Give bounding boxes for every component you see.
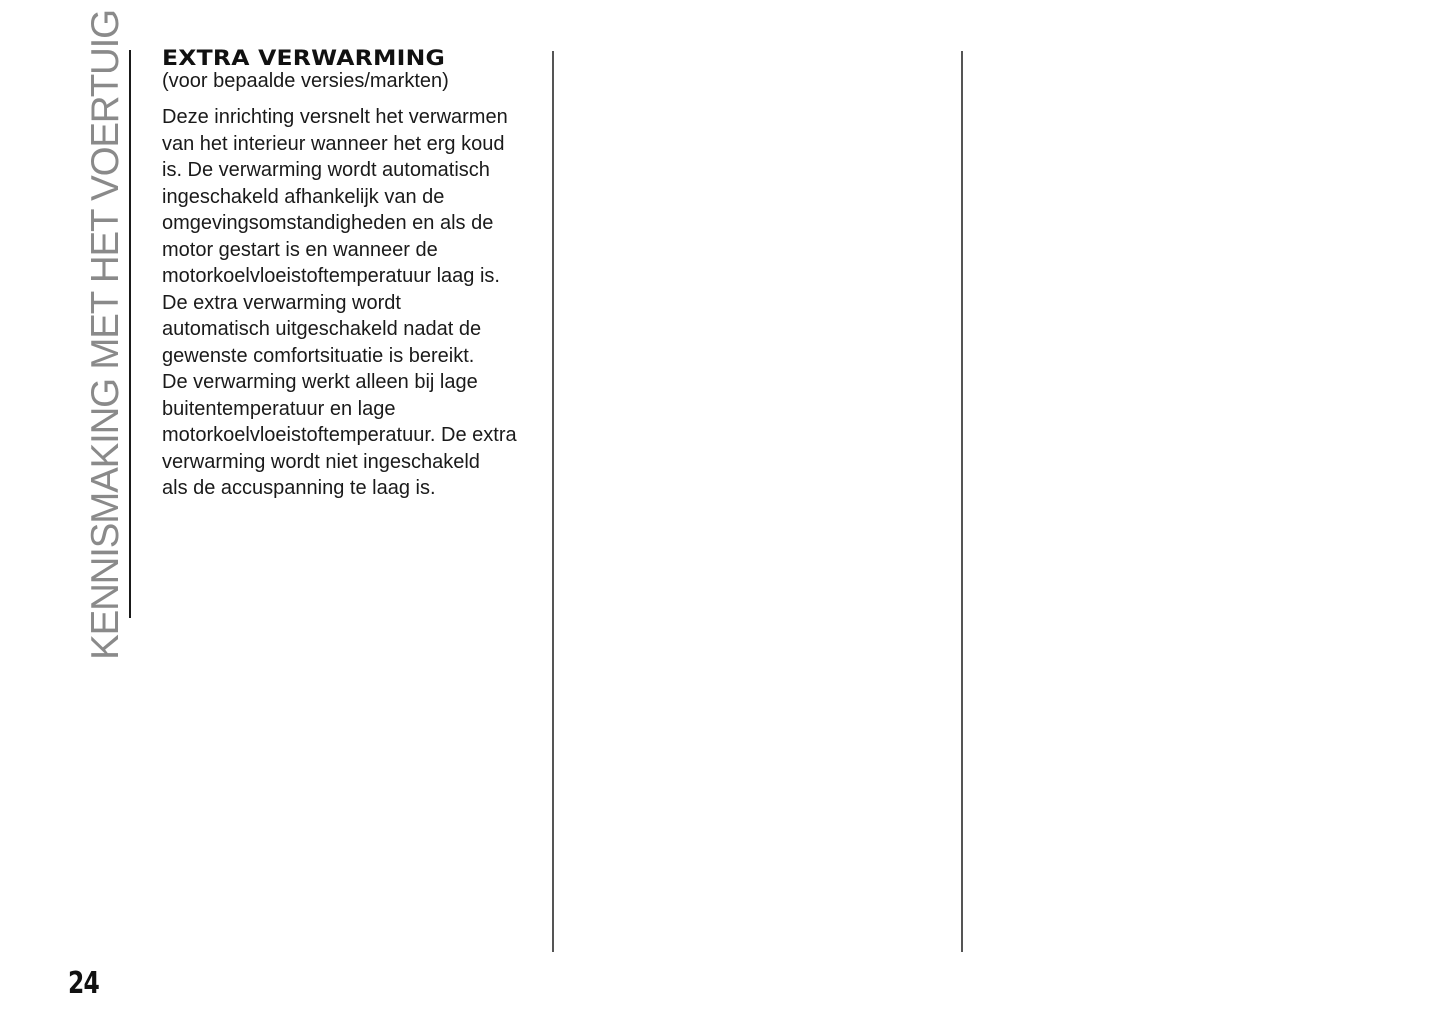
page-number: 24 [68,966,100,1001]
body-line: van het interieur wanneer het erg koud [162,132,505,155]
body-line: buitentemperatuur en lage [162,397,396,420]
body-line: motorkoelvloeistoftemperatuur. De extra [162,424,517,446]
body-line: ingeschakeld afhankelijk van de [162,185,445,208]
body-line: De extra verwarming wordt [162,291,401,314]
article [162,46,547,502]
article-body [162,104,547,502]
article-subtitle: (voor bepaalde versies/markten) [162,70,449,92]
column-divider-1 [552,51,554,952]
body-line: verwarming wordt niet ingeschakeld [162,450,480,473]
column-divider-2 [961,51,963,952]
section-divider [129,50,131,618]
article-title: EXTRA VERWARMING [162,46,446,70]
body-line: als de accuspanning te laag is. [162,477,436,499]
body-line: motorkoelvloeistoftemperatuur laag is. [162,265,500,287]
body-line: automatisch uitgeschakeld nadat de [162,318,482,340]
section-label: KENNISMAKING MET HET VOERTUIG [83,10,127,660]
body-line: gewenste comfortsituatie is bereikt. [162,344,475,367]
body-line: motor gestart is en wanneer de [162,238,438,261]
body-line: is. De verwarming wordt automatisch [162,159,490,181]
section-label-container [83,10,127,660]
body-line: omgevingsomstandigheden en als de [162,212,494,234]
body-line: De verwarming werkt alleen bij lage [162,371,478,393]
body-line: Deze inrichting versnelt het verwarmen [162,106,508,128]
